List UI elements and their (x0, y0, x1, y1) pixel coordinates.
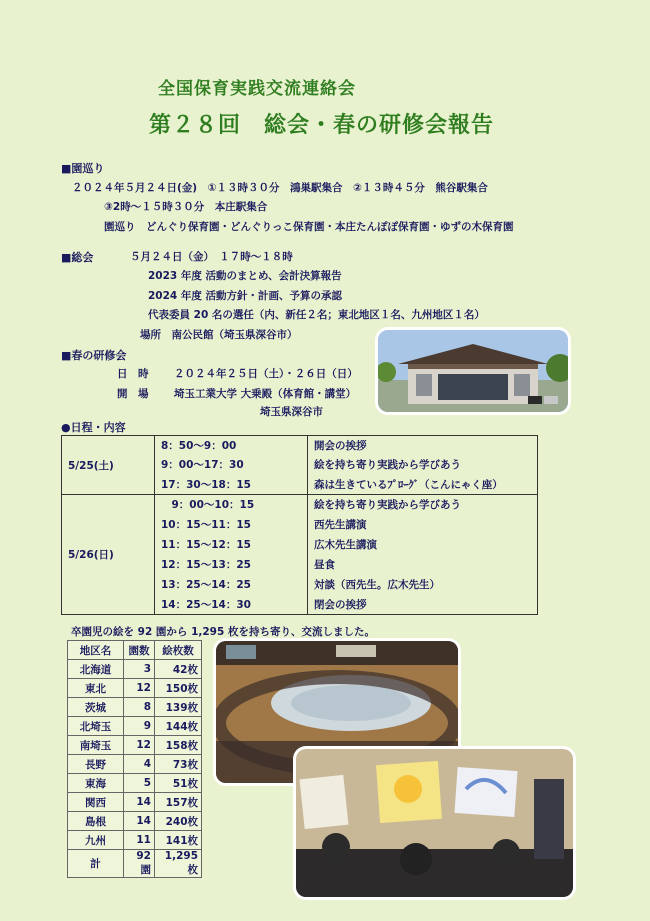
picture-count: 139枚 (155, 698, 202, 717)
schedule-date: 5/26(日) (62, 495, 155, 615)
school-count: 14 (124, 812, 155, 831)
tally-caption: 卒園児の絵を 92 園から 1,295 枚を持ち寄り、交流しました。 (71, 626, 375, 638)
schedule-event: 西先生講演 (308, 515, 538, 535)
page-title: 第２８回 総会・春の研修会報告 (149, 113, 495, 138)
picture-count: 51枚 (155, 774, 202, 793)
picture-count: 141枚 (155, 831, 202, 850)
table-row (68, 679, 202, 698)
picture-count: 144枚 (155, 717, 202, 736)
region-name: 長野 (68, 755, 124, 774)
tour-line-3: 園巡り どんぐり保育園・どんぐりっこ保育園・本庄たんぽぽ保育園・ゆずの木保育園 (104, 221, 514, 233)
tour-line-1: ２０２４年５月２４日(金) ①１３時３０分 鴻巣駅集合 ②１３時４５分 熊谷駅集合 (72, 182, 488, 194)
schedule-time: 13：25～14：25 (155, 575, 308, 595)
schedule-event: 広木先生講演 (308, 535, 538, 555)
schedule-event: 森は生きているﾌﾟﾛｰｸﾞ（こんにゃく座） (308, 475, 538, 495)
table-row (68, 812, 202, 831)
table-row (68, 755, 202, 774)
schedule-time: 10：15～11：15 (155, 515, 308, 535)
table-total-row (68, 850, 202, 878)
school-count: 3 (124, 660, 155, 679)
meeting-place: 場所 南公民館（埼玉県深谷市） (140, 329, 298, 341)
school-count: 12 (124, 736, 155, 755)
schedule-event: 絵を持ち寄り実践から学びあう (308, 455, 538, 475)
picture-count: 150枚 (155, 679, 202, 698)
venue-building-image (378, 330, 568, 412)
schedule-table (61, 435, 538, 615)
school-count: 11 (124, 831, 155, 850)
region-name: 関西 (68, 793, 124, 812)
spring-venue-city: 埼玉県深谷市 (260, 406, 323, 418)
picture-count: 158枚 (155, 736, 202, 755)
spring-venue-value: 埼玉工業大学 大乗殿（体育館・講堂） (174, 388, 357, 400)
picture-count: 42枚 (155, 660, 202, 679)
school-count: 9 (124, 717, 155, 736)
meeting-item-3: 代表委員 20 名の選任（内、新任２名；東北地区１名、九州地区１名） (148, 309, 485, 321)
table-row (68, 774, 202, 793)
organization-name: 全国保育実践交流連絡会 (158, 79, 356, 99)
region-name: 南埼玉 (68, 736, 124, 755)
spring-heading: ■春の研修会 (61, 349, 127, 362)
table-row (68, 793, 202, 812)
school-count: 12 (124, 679, 155, 698)
table-row (68, 717, 202, 736)
picture-count: 73枚 (155, 755, 202, 774)
table-row (62, 495, 538, 515)
schedule-time: 9：00～10：15 (155, 495, 308, 515)
spring-venue-label: 開 場 (117, 388, 149, 400)
picture-count: 240枚 (155, 812, 202, 831)
meeting-heading: ■総会 (61, 251, 94, 264)
schedule-event: 閉会の挨拶 (308, 595, 538, 615)
region-name: 東北 (68, 679, 124, 698)
region-name: 東海 (68, 774, 124, 793)
schedule-heading: ●日程・内容 (61, 421, 126, 434)
column-header: 絵枚数 (155, 641, 202, 660)
school-count: 14 (124, 793, 155, 812)
schedule-time: 17：30～18：15 (155, 475, 308, 495)
table-row (68, 736, 202, 755)
drawings-display-image (296, 749, 573, 897)
school-count: 8 (124, 698, 155, 717)
spring-date-value: ２０２４年２５日（土）・２６日（日） (174, 368, 358, 380)
table-row (68, 698, 202, 717)
schedule-event: 開会の挨拶 (308, 436, 538, 455)
region-name: 北埼玉 (68, 717, 124, 736)
meeting-item-2: 2024 年度 活動方針・計画、予算の承認 (148, 290, 343, 302)
total-label: 計 (68, 850, 124, 878)
schedule-time: 11：15～12：15 (155, 535, 308, 555)
region-name: 茨城 (68, 698, 124, 717)
table-row (62, 436, 538, 455)
schedule-event: 絵を持ち寄り実践から学びあう (308, 495, 538, 515)
total-schools: 92園 (124, 850, 155, 878)
schedule-time: 12：15～13：25 (155, 555, 308, 575)
tour-line-2: ③2時～１５時３０分 本庄駅集合 (104, 201, 268, 213)
region-name: 九州 (68, 831, 124, 850)
tour-heading: ■園巡り (61, 162, 105, 175)
region-name: 北海道 (68, 660, 124, 679)
column-header: 園数 (124, 641, 155, 660)
table-header-row (68, 641, 202, 660)
schedule-event: 昼食 (308, 555, 538, 575)
spring-date-label: 日 時 (117, 368, 149, 380)
table-row (68, 660, 202, 679)
schedule-event: 対談（西先生。広木先生） (308, 575, 538, 595)
gym-photo-2 (296, 749, 573, 897)
venue-photo (378, 330, 568, 412)
meeting-item-1: 2023 年度 活動のまとめ、会計決算報告 (148, 270, 342, 282)
school-count: 5 (124, 774, 155, 793)
meeting-when: ５月２４日（金） １７時～１８時 (130, 251, 293, 263)
total-pictures: 1,295枚 (155, 850, 202, 878)
schedule-date: 5/25(土) (62, 436, 155, 495)
region-name: 島根 (68, 812, 124, 831)
picture-count: 157枚 (155, 793, 202, 812)
schedule-time: 8：50～9：00 (155, 436, 308, 455)
table-row (68, 831, 202, 850)
schedule-time: 9：00～17：30 (155, 455, 308, 475)
column-header: 地区名 (68, 641, 124, 660)
school-count: 4 (124, 755, 155, 774)
schedule-time: 14：25～14：30 (155, 595, 308, 615)
tally-table (67, 640, 202, 878)
